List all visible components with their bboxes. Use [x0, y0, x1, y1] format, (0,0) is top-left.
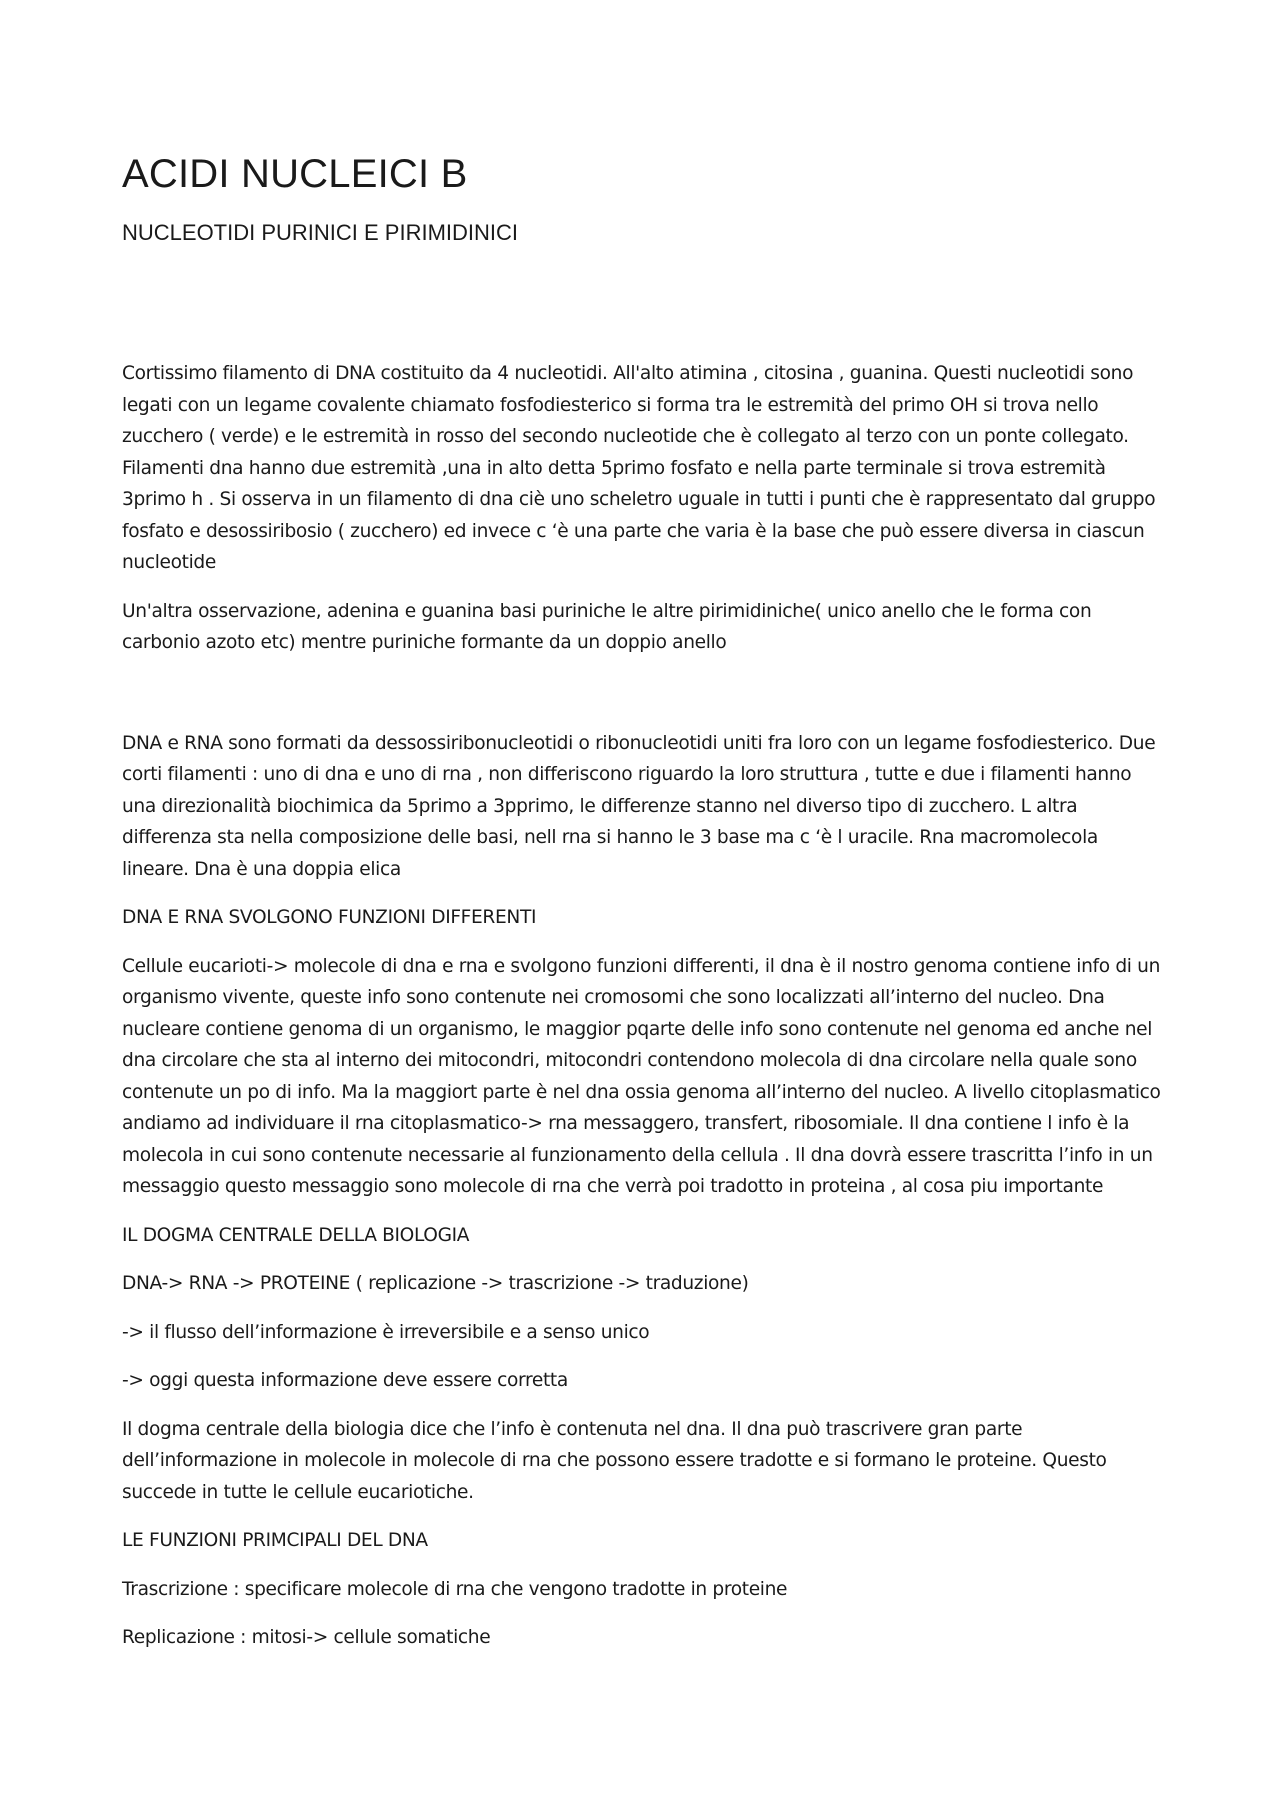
- paragraph-transcription: Trascrizione : specificare molecole di rna che vengono tradotte in proteine: [122, 1578, 788, 1600]
- heading-central-dogma: IL DOGMA CENTRALE DELLA BIOLOGIA: [122, 1224, 470, 1246]
- document-subtitle: NUCLEOTIDI PURINICI E PIRIMIDINICI: [122, 220, 519, 245]
- paragraph-dna-rna-structure: DNA e RNA sono formati da dessossiribonucleotidi o ribonucleotidi uniti fra loro con un legame fosfodiesterico. Due corti filamenti : uno di dna e uno di rna , non differiscono riguardo la loro struttura , tutte e due i filamenti hanno una direzionalità biochimica da 5primo a 3pprimo, le differenze stanno nel diverso tipo di zucchero. L altra differenza sta nella composizione delle basi, nell rna si hanno le 3 base ma c ‘è l uracile. Rna macromolecola lineare. Dna è una doppia elica: [122, 732, 1156, 880]
- blank-space: [122, 246, 1170, 358]
- document-page: [122, 150, 1170, 1671]
- paragraph-dna-filament: Cortissimo filamento di DNA costituito da 4 nucleotidi. All'alto atimina , citosina , guanina. Questi nucleotidi sono legati con un legame covalente chiamato fosfodiesterico si forma tra le estremità del primo OH si trova nello zucchero ( verde) e le estremità in rosso del secondo nucleotide che è collegato al terzo con un ponte collegato. Filamenti dna hanno due estremità ,una in alto detta 5primo fosfato e nella parte terminale si trova estremità 3primo h . Si osserva in un filamento di dna ciè uno scheletro uguale in tutti i punti che è rappresentato dal gruppo fosfato e desossiribosio ( zucchero) ed invece c ‘è una parte che varia è la base che può essere diversa in ciascun nucleotide: [122, 363, 1156, 574]
- heading-dna-rna-functions: DNA E RNA SVOLGONO FUNZIONI DIFFERENTI: [122, 907, 537, 929]
- paragraph-eukaryotic-cells: Cellule eucarioti-> molecole di dna e rna e svolgono funzioni differenti, il dna è il nostro genoma contiene info di un organismo vivente, queste info sono contenute nei cromosomi che sono localizzati all’interno del nucleo. Dna nucleare contiene genoma di un organismo, le maggior pqarte delle info sono contenute nel genoma ed anche nel dna circolare che sta al interno dei mitocondri, mitocondri contendono molecola di dna circolare nella quale sono contenute un po di info. Ma la maggiort parte è nel dna ossia genoma all’interno del nucleo. A livello citoplasmatico andiamo ad individuare il rna citoplasmatico-> rna messaggero, transfert, ribosomiale. Il dna contiene l info è la molecola in cui sono contenute necessarie al funzionamento della cellula . Il dna dovrà essere trascritta l’info in un messaggio questo messaggio sono molecole di rna che verrà poi tradotto in proteina , al cosa piu importante: [122, 955, 1161, 1198]
- paragraph-dogma-explanation: Il dogma centrale della biologia dice che l’info è contenuta nel dna. Il dna può trascrivere gran parte dell’informazione in molecole in molecole di rna che possono essere tradotte e si formano le proteine. Questo succede in tutte le cellule eucariotiche.: [122, 1418, 1107, 1503]
- document-title: ACIDI NUCLEICI B: [122, 152, 468, 196]
- paragraph-dogma-flow: DNA-> RNA -> PROTEINE ( replicazione -> trascrizione -> traduzione): [122, 1273, 749, 1295]
- paragraph-correction: -> oggi questa informazione deve essere corretta: [122, 1370, 568, 1392]
- paragraph-irreversible-flow: -> il flusso dell’informazione è irreversibile e a senso unico: [122, 1321, 650, 1343]
- blank-space: [122, 676, 1170, 728]
- heading-dna-main-functions: LE FUNZIONI PRIMCIPALI DEL DNA: [122, 1530, 428, 1552]
- paragraph-replication: Replicazione : mitosi-> cellule somatiche: [122, 1627, 491, 1649]
- paragraph-purine-pyrimidine: Un'altra osservazione, adenina e guanina basi puriniche le altre pirimidiniche( unico anello che le forma con carbonio azoto etc) mentre puriniche formante da un doppio anello: [122, 600, 1092, 654]
